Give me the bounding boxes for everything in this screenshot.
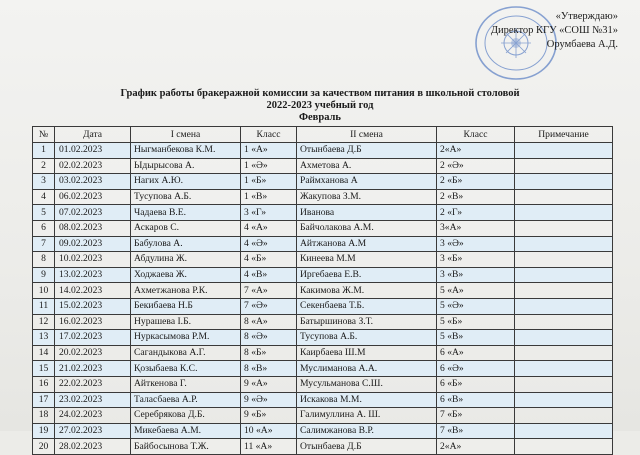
cell-class-2: 2 «Б» <box>437 174 515 190</box>
header-class-1: Класс <box>241 127 297 143</box>
cell-shift-1: Нагих А.Ю. <box>131 174 241 190</box>
header-class-2: Класс <box>437 127 515 143</box>
cell-shift-1: Ахметжанова Р.К. <box>131 283 241 299</box>
cell-number: 16 <box>33 376 55 392</box>
cell-number: 9 <box>33 267 55 283</box>
table-header-row <box>33 127 613 143</box>
cell-date: 24.02.2023 <box>55 408 131 424</box>
cell-number: 15 <box>33 361 55 377</box>
cell-class-2: 5 «А» <box>437 283 515 299</box>
cell-number: 8 <box>33 252 55 268</box>
cell-shift-2: Жакупова З.М. <box>297 189 437 205</box>
cell-class-2: 2 «Ә» <box>437 158 515 174</box>
cell-shift-2: Мусульманова С.Ш. <box>297 376 437 392</box>
cell-note <box>515 439 613 455</box>
cell-class-2: 7 «Б» <box>437 408 515 424</box>
cell-class-2: 3«А» <box>437 220 515 236</box>
cell-note <box>515 361 613 377</box>
table-row <box>33 174 613 190</box>
cell-class-2: 2 «В» <box>437 189 515 205</box>
cell-class-1: 9 «А» <box>241 376 297 392</box>
cell-shift-2: Раймханова А <box>297 174 437 190</box>
table-row <box>33 283 613 299</box>
cell-class-1: 8 «А» <box>241 314 297 330</box>
cell-shift-1: Чадаева В.Е. <box>131 205 241 221</box>
cell-note <box>515 267 613 283</box>
cell-number: 7 <box>33 236 55 252</box>
cell-class-2: 7 «В» <box>437 423 515 439</box>
cell-shift-1: Қозыбаева К.С. <box>131 361 241 377</box>
cell-date: 02.02.2023 <box>55 158 131 174</box>
cell-shift-2: Кинеева М.М <box>297 252 437 268</box>
cell-class-1: 7 «Ә» <box>241 298 297 314</box>
table-row <box>33 439 613 455</box>
cell-shift-1: Микебаева А.М. <box>131 423 241 439</box>
cell-shift-1: Нуркасымова Р.М. <box>131 330 241 346</box>
table-row <box>33 158 613 174</box>
cell-date: 15.02.2023 <box>55 298 131 314</box>
cell-shift-1: Тусупова А.Б. <box>131 189 241 205</box>
cell-number: 4 <box>33 189 55 205</box>
cell-date: 13.02.2023 <box>55 267 131 283</box>
header-shift-1: I смена <box>131 127 241 143</box>
cell-number: 1 <box>33 143 55 159</box>
cell-shift-2: Секенбаева Т.Б. <box>297 298 437 314</box>
cell-note <box>515 220 613 236</box>
cell-shift-1: Сагандыкова А.Г. <box>131 345 241 361</box>
cell-note <box>515 330 613 346</box>
cell-shift-1: Таласбаева А.Р. <box>131 392 241 408</box>
cell-number: 11 <box>33 298 55 314</box>
cell-date: 21.02.2023 <box>55 361 131 377</box>
table-row <box>33 345 613 361</box>
cell-shift-2: Искакова М.М. <box>297 392 437 408</box>
cell-shift-2: Байчолакова А.М. <box>297 220 437 236</box>
cell-class-1: 7 «А» <box>241 283 297 299</box>
cell-class-1: 1 «А» <box>241 143 297 159</box>
table-row <box>33 376 613 392</box>
cell-class-1: 9 «Ә» <box>241 392 297 408</box>
table-row <box>33 220 613 236</box>
cell-number: 5 <box>33 205 55 221</box>
cell-date: 06.02.2023 <box>55 189 131 205</box>
cell-class-2: 6 «А» <box>437 345 515 361</box>
cell-shift-2: Галимуллина А. Ш. <box>297 408 437 424</box>
month-label: Февраль <box>299 112 341 123</box>
table-row <box>33 330 613 346</box>
table-row <box>33 205 613 221</box>
cell-note <box>515 236 613 252</box>
cell-class-2: 3 «Б» <box>437 252 515 268</box>
table-row <box>33 267 613 283</box>
cell-shift-1: Абдулина Ж. <box>131 252 241 268</box>
cell-class-2: 5 «В» <box>437 330 515 346</box>
cell-shift-2: Тусупова А.Б. <box>297 330 437 346</box>
cell-shift-1: Ныгманбекова К.М. <box>131 143 241 159</box>
cell-class-1: 1 «Ә» <box>241 158 297 174</box>
cell-note <box>515 408 613 424</box>
header-note: Примечание <box>515 127 613 143</box>
cell-note <box>515 376 613 392</box>
cell-class-1: 8 «Б» <box>241 345 297 361</box>
cell-class-2: 2 «Г» <box>437 205 515 221</box>
approval-signature-name: Орумбаева А.Д. <box>546 39 618 50</box>
cell-class-1: 9 «Б» <box>241 408 297 424</box>
cell-shift-1: Аскаров С. <box>131 220 241 236</box>
table-body <box>33 143 613 455</box>
cell-note <box>515 314 613 330</box>
cell-note <box>515 283 613 299</box>
cell-number: 13 <box>33 330 55 346</box>
cell-class-1: 4 «В» <box>241 267 297 283</box>
table-row <box>33 143 613 159</box>
cell-class-2: 3 «Ә» <box>437 236 515 252</box>
cell-note <box>515 252 613 268</box>
cell-date: 08.02.2023 <box>55 220 131 236</box>
cell-note <box>515 143 613 159</box>
approval-block <box>408 10 618 52</box>
cell-number: 19 <box>33 423 55 439</box>
cell-date: 07.02.2023 <box>55 205 131 221</box>
cell-shift-1: Айткенова Г. <box>131 376 241 392</box>
cell-note <box>515 298 613 314</box>
cell-class-2: 6 «В» <box>437 392 515 408</box>
cell-date: 20.02.2023 <box>55 345 131 361</box>
schedule-table <box>32 126 613 455</box>
cell-shift-2: Каирбаева Ш.М <box>297 345 437 361</box>
cell-shift-2: Отынбаева Д.Б <box>297 143 437 159</box>
cell-class-1: 8 «Ә» <box>241 330 297 346</box>
cell-shift-2: Ахметова А. <box>297 158 437 174</box>
cell-note <box>515 345 613 361</box>
table-row <box>33 361 613 377</box>
cell-date: 28.02.2023 <box>55 439 131 455</box>
cell-shift-2: Иргебаева Е.В. <box>297 267 437 283</box>
cell-class-1: 4 «А» <box>241 220 297 236</box>
cell-shift-2: Батыршинова З.Т. <box>297 314 437 330</box>
table-row <box>33 236 613 252</box>
cell-date: 01.02.2023 <box>55 143 131 159</box>
header-shift-2: II смена <box>297 127 437 143</box>
cell-number: 20 <box>33 439 55 455</box>
cell-shift-1: Ыдырысова А. <box>131 158 241 174</box>
table-row <box>33 252 613 268</box>
cell-date: 09.02.2023 <box>55 236 131 252</box>
cell-shift-2: Муслиманова А.А. <box>297 361 437 377</box>
cell-class-2: 3 «В» <box>437 267 515 283</box>
cell-shift-2: Отынбаева Д.Б <box>297 439 437 455</box>
cell-class-2: 6 «Ә» <box>437 361 515 377</box>
cell-number: 17 <box>33 392 55 408</box>
cell-class-1: 1 «В» <box>241 189 297 205</box>
table-row <box>33 408 613 424</box>
cell-number: 3 <box>33 174 55 190</box>
cell-class-1: 1 «Б» <box>241 174 297 190</box>
cell-shift-1: Байбосынова Т.Ж. <box>131 439 241 455</box>
cell-number: 6 <box>33 220 55 236</box>
cell-note <box>515 392 613 408</box>
cell-date: 16.02.2023 <box>55 314 131 330</box>
cell-shift-2: Салимжанова В.Р. <box>297 423 437 439</box>
table-row <box>33 298 613 314</box>
cell-date: 27.02.2023 <box>55 423 131 439</box>
cell-date: 22.02.2023 <box>55 376 131 392</box>
table-row <box>33 189 613 205</box>
cell-shift-2: Айтжанова А.М <box>297 236 437 252</box>
cell-class-1: 10 «А» <box>241 423 297 439</box>
cell-class-1: 3 «Г» <box>241 205 297 221</box>
cell-shift-1: Бабулова А. <box>131 236 241 252</box>
table-row <box>33 392 613 408</box>
cell-class-1: 4 «Б» <box>241 252 297 268</box>
cell-note <box>515 205 613 221</box>
cell-shift-2: Иванова <box>297 205 437 221</box>
cell-number: 18 <box>33 408 55 424</box>
cell-number: 10 <box>33 283 55 299</box>
cell-number: 14 <box>33 345 55 361</box>
cell-class-2: 5 «Ә» <box>437 298 515 314</box>
approval-heading: «Утверждаю» <box>555 11 618 22</box>
cell-class-2: 2«А» <box>437 143 515 159</box>
cell-shift-1: Бекибаева Н.Б <box>131 298 241 314</box>
header-number: № <box>33 127 55 143</box>
cell-date: 10.02.2023 <box>55 252 131 268</box>
document-title: График работы бракеражной комиссии за качеством питания в школьной столовой <box>120 88 520 99</box>
cell-note <box>515 158 613 174</box>
cell-class-1: 11 «А» <box>241 439 297 455</box>
cell-shift-1: Нурашева І.Б. <box>131 314 241 330</box>
cell-note <box>515 189 613 205</box>
header-date: Дата <box>55 127 131 143</box>
cell-shift-1: Серебрякова Д.Б. <box>131 408 241 424</box>
cell-number: 2 <box>33 158 55 174</box>
cell-shift-1: Ходжаева Ж. <box>131 267 241 283</box>
cell-class-2: 5 «Б» <box>437 314 515 330</box>
cell-date: 14.02.2023 <box>55 283 131 299</box>
cell-note <box>515 174 613 190</box>
cell-date: 17.02.2023 <box>55 330 131 346</box>
cell-class-2: 6 «Б» <box>437 376 515 392</box>
approval-director: Директор КГУ «СОШ №31» <box>490 25 618 36</box>
cell-class-1: 8 «В» <box>241 361 297 377</box>
cell-number: 12 <box>33 314 55 330</box>
cell-shift-2: Какимова Ж.М. <box>297 283 437 299</box>
cell-date: 23.02.2023 <box>55 392 131 408</box>
academic-year: 2022-2023 учебный год <box>266 100 374 111</box>
cell-class-1: 4 «Ә» <box>241 236 297 252</box>
table-row <box>33 314 613 330</box>
cell-class-2: 2«А» <box>437 439 515 455</box>
cell-date: 03.02.2023 <box>55 174 131 190</box>
